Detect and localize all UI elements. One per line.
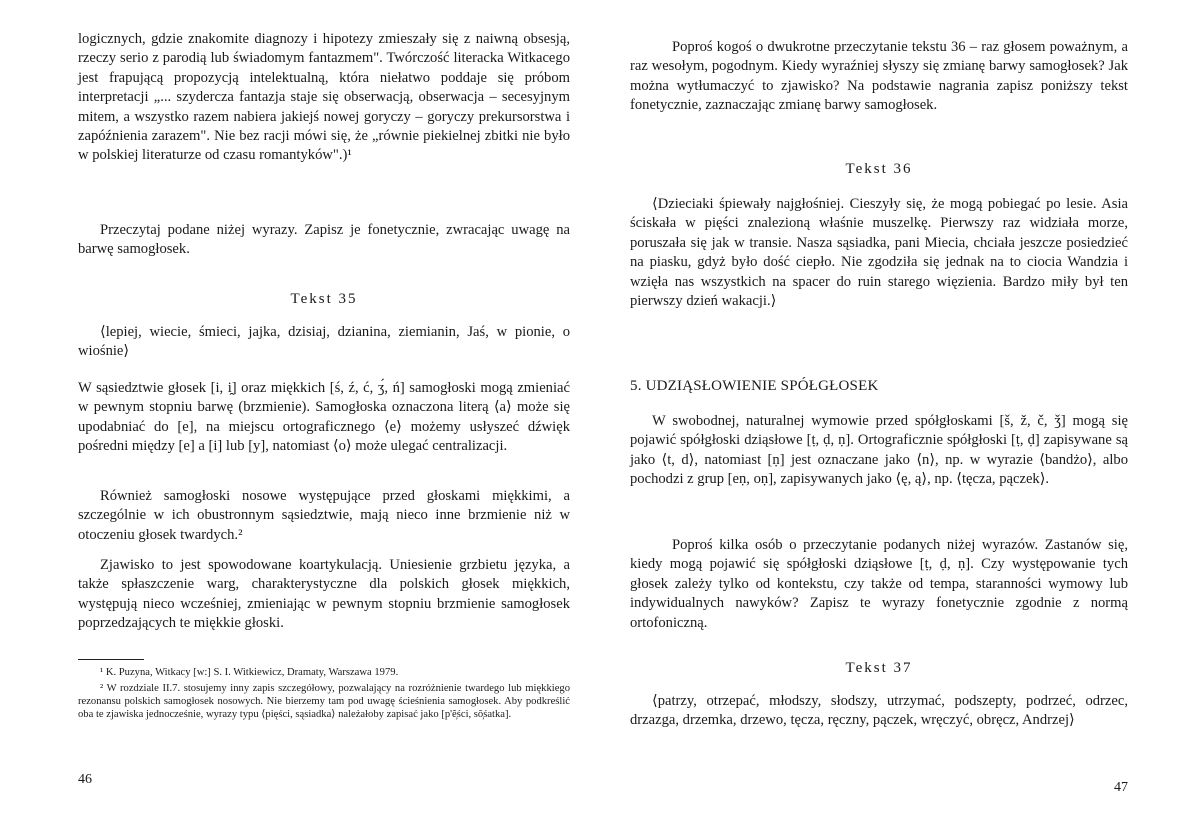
footnote-1: ¹ K. Puzyna, Witkacy [w:] S. I. Witkiewicz, Dramaty, Warszawa 1979. — [100, 667, 399, 678]
text-36-body: ⟨Dzieciaki śpiewały najgłośniej. Cieszyły się, że mogą pobiegać po lesie. Asia ściskała w pięści znalezioną właśnie muszelkę. Pierwszy raz widziała morze, poruszała się jak w transie. Nasza sąsiadka, pani Miecia, chciała jeszcze posiedzieć na piasku, gdyż było dość ciepło. Nie zgodziła się jednak na to ciocia Wandzia i wzięła nas wszystkich na spacer do ruin starego więzienia. Bardzo miły był ten pierwszy dzień wakacji.⟩ — [630, 196, 1128, 310]
text-35-heading: Tekst 35 — [290, 291, 358, 307]
left-page — [78, 0, 570, 825]
text-37-heading: Tekst 37 — [845, 660, 913, 676]
dental-consonants-paragraph: W swobodnej, naturalnej wymowie przed spółgłoskami [š, ž, č, ǯ] mogą się pojawić spółgłoski dziąsłowe [ṭ, ḍ, ṇ]. Ortograficznie spółgłoski [ṭ, ḍ] zapisywane są jako ⟨t, d⟩, natomiast [ṇ] jest oznaczane jako ⟨n⟩, np. w wyrazie ⟨bandżo⟩, albo pochodzi z grup [eṇ, oṇ], zapisywanych jako ⟨ę, ą⟩, np. ⟨tęcza, pączek⟩. — [630, 413, 1128, 488]
nasal-vowels-paragraph: Również samogłoski nosowe występujące przed głoskami miękkimi, a szczególnie w ich obustronnym sąsiedztwie, mają nieco inne brzmienie niż w otoczeniu głosek twardych.² — [78, 488, 570, 543]
coarticulation-paragraph: Zjawisko to jest spowodowane koartykulacją. Uniesienie grzbietu języka, a także spłaszczenie warg, charakterystyczne dla polskich głosek miękkich, występują nieco wcześniej, zmieniając w pewnym stopniu brzmienie samogłosek poprzedzających te miękkie głoski. — [78, 557, 570, 632]
page-number-left: 46 — [78, 772, 92, 787]
instruction-paragraph-2: Poproś kilka osób o przeczytanie podanych niżej wyrazów. Zastanów się, kiedy mogą pojawić się spółgłoski dziąsłowe [ṭ, ḍ, ṇ]. Czy występowanie tych głosek zależy tylko od kontekstu, czy także od tempa, staranności wymowy lub indywidualnych nawyków? Zapisz te wyrazy fonetycznie zgodnie z normą ortofoniczną. — [630, 537, 1128, 631]
footnote-2: ² W rozdziale II.7. stosujemy inny zapis szczegółowy, pozwalający na rozróżnienie twardego lub miękkiego rezonansu polskich samogłosek nosowych. Nie bierzemy tam pod uwagę ścieśnienia samogłosek. Aby podkreślić oba te zjawiska jednocześnie, wyrazy typu ⟨pięści, sąsiadka⟩ należałoby zapisać jako [p'ẽ̦ści, sõ̦śatka]. — [78, 683, 570, 721]
page-number-right: 47 — [1114, 780, 1128, 795]
witkacy-quote-paragraph: logicznych, gdzie znakomite diagnozy i hipotezy zmieszały się z naiwną obsesją, rzeczy serio z parodią lub świadomym fantazmem". Twórczość literacka Witkacego jest frapującą propozycją intelektualną, która niełatwo poddaje się próbom interpretacji „... szydercza fantazja staje się obserwacją, obserwacja – secesyjnym mitem, a wszystko razem nabiera jakiejś nowej goryczy – goryczy prekursorstwa i zapóźnienia zarazem". Nie bez racji mówi się, że „równie piekielnej zbitki nie było w polskiej literaturze od czasu romantyków".)¹ — [78, 31, 570, 164]
text-35-body: ⟨lepiej, wiecie, śmieci, jajka, dzisiaj, dzianina, ziemianin, Jaś, w pionie, o wiośnie⟩ — [78, 324, 570, 360]
intro-paragraph: Poproś kogoś o dwukrotne przeczytanie tekstu 36 – raz głosem poważnym, a raz wesołym, pogodnym. Kiedy wyraźniej słyszy się zmianę barwy samogłosek? Jak można wytłumaczyć to zjawisko? Na podstawie nagrania zapisz poniższy tekst fonetycznie, zaznaczając zmianę barwy samogłosek. — [630, 39, 1128, 114]
instruction-paragraph: Przeczytaj podane niżej wyrazy. Zapisz je fonetycznie, zwracając uwagę na barwę samogłosek. — [78, 222, 570, 258]
section-title: 5. UDZIĄSŁOWIENIE SPÓŁGŁOSEK — [630, 378, 879, 394]
right-page — [630, 0, 1128, 825]
text-36-heading: Tekst 36 — [845, 161, 913, 177]
vowel-color-paragraph: W sąsiedztwie głosek [i, i̯] oraz miękkich [ś, ź, ć, ʒ́, ń] samogłoski mogą zmieniać w pewnym stopniu barwę (brzmienie). Samogłoska oznaczona literą ⟨a⟩ może się upodabniać do [e], na miejscu ortograficznego ⟨e⟩ możemy usłyszeć dźwięk pośredni między [e] a [i] lub [y], natomiast ⟨o⟩ może ulegać centralizacji. — [78, 380, 570, 455]
text-37-body: ⟨patrzy, otrzepać, młodszy, słodszy, utrzymać, podszepty, podrzeć, odrzec, drzazga, drzemka, drzewo, tęcza, ręczny, pączek, wręczyć, obręcz, Andrzej⟩ — [630, 693, 1128, 729]
footnote-divider — [78, 659, 144, 660]
